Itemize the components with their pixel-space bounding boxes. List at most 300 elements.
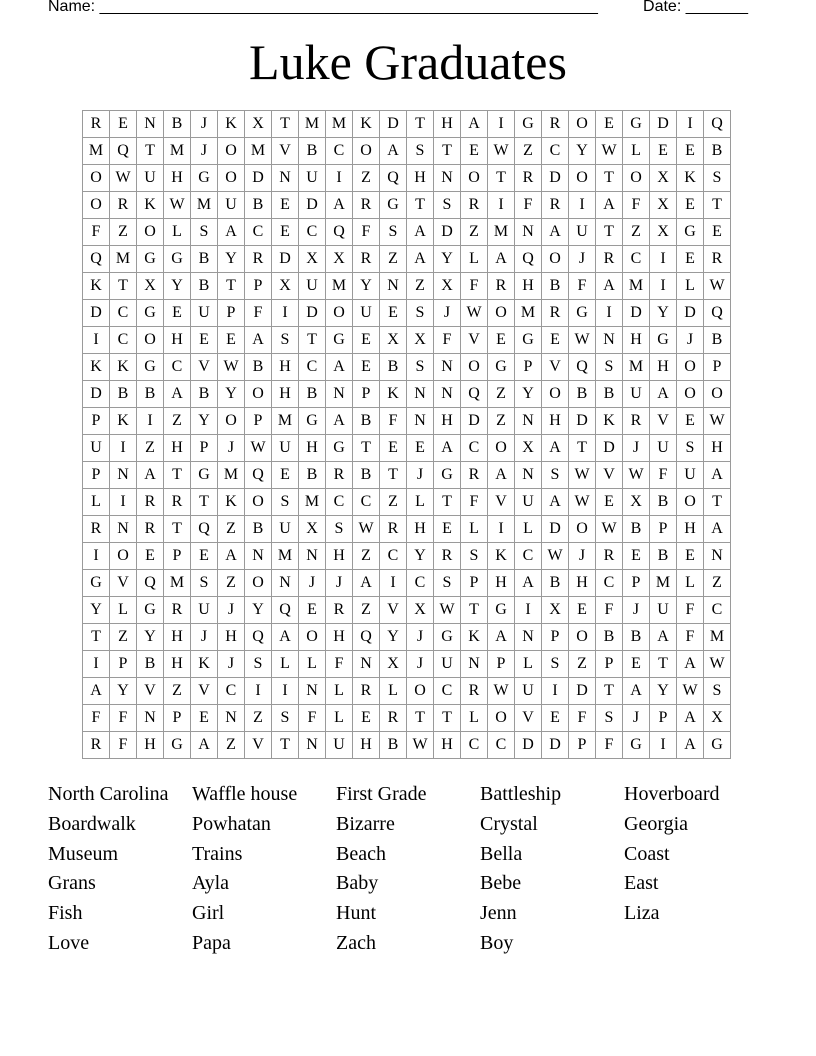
grid-cell[interactable]: Z: [704, 570, 731, 597]
grid-cell[interactable]: C: [218, 678, 245, 705]
grid-cell[interactable]: D: [245, 165, 272, 192]
grid-cell[interactable]: C: [326, 138, 353, 165]
grid-cell[interactable]: J: [218, 435, 245, 462]
grid-cell[interactable]: A: [191, 732, 218, 759]
grid-cell[interactable]: N: [434, 165, 461, 192]
grid-cell[interactable]: G: [650, 327, 677, 354]
grid-cell[interactable]: B: [299, 462, 326, 489]
grid-cell[interactable]: F: [461, 273, 488, 300]
grid-cell[interactable]: G: [569, 300, 596, 327]
grid-cell[interactable]: Y: [245, 597, 272, 624]
grid-cell[interactable]: S: [407, 300, 434, 327]
grid-cell[interactable]: U: [191, 597, 218, 624]
grid-cell[interactable]: Q: [353, 624, 380, 651]
grid-cell[interactable]: R: [434, 543, 461, 570]
grid-cell[interactable]: B: [596, 624, 623, 651]
grid-cell[interactable]: E: [650, 138, 677, 165]
grid-cell[interactable]: T: [218, 273, 245, 300]
grid-cell[interactable]: T: [164, 516, 191, 543]
grid-cell[interactable]: R: [353, 678, 380, 705]
grid-cell[interactable]: E: [542, 705, 569, 732]
grid-cell[interactable]: R: [137, 489, 164, 516]
grid-cell[interactable]: B: [596, 381, 623, 408]
grid-cell[interactable]: T: [596, 678, 623, 705]
grid-cell[interactable]: R: [83, 732, 110, 759]
grid-cell[interactable]: V: [488, 489, 515, 516]
grid-cell[interactable]: K: [353, 111, 380, 138]
grid-cell[interactable]: E: [191, 543, 218, 570]
grid-cell[interactable]: D: [461, 408, 488, 435]
grid-cell[interactable]: U: [623, 381, 650, 408]
grid-cell[interactable]: M: [488, 219, 515, 246]
grid-cell[interactable]: C: [542, 138, 569, 165]
grid-cell[interactable]: T: [704, 489, 731, 516]
grid-cell[interactable]: Z: [515, 138, 542, 165]
grid-cell[interactable]: U: [650, 435, 677, 462]
grid-cell[interactable]: J: [623, 435, 650, 462]
grid-cell[interactable]: B: [299, 138, 326, 165]
grid-cell[interactable]: E: [299, 597, 326, 624]
grid-cell[interactable]: O: [245, 570, 272, 597]
grid-cell[interactable]: U: [272, 516, 299, 543]
grid-cell[interactable]: P: [515, 354, 542, 381]
grid-cell[interactable]: G: [623, 111, 650, 138]
grid-cell[interactable]: M: [218, 462, 245, 489]
grid-cell[interactable]: N: [407, 381, 434, 408]
grid-cell[interactable]: B: [191, 246, 218, 273]
grid-cell[interactable]: O: [569, 516, 596, 543]
grid-cell[interactable]: L: [110, 597, 137, 624]
grid-cell[interactable]: L: [515, 516, 542, 543]
grid-cell[interactable]: B: [245, 516, 272, 543]
grid-cell[interactable]: B: [110, 381, 137, 408]
grid-cell[interactable]: W: [488, 138, 515, 165]
grid-cell[interactable]: M: [299, 489, 326, 516]
grid-cell[interactable]: D: [596, 435, 623, 462]
grid-cell[interactable]: E: [353, 705, 380, 732]
grid-cell[interactable]: V: [515, 705, 542, 732]
grid-cell[interactable]: S: [407, 138, 434, 165]
grid-cell[interactable]: I: [83, 543, 110, 570]
grid-cell[interactable]: A: [83, 678, 110, 705]
grid-cell[interactable]: N: [434, 354, 461, 381]
grid-cell[interactable]: O: [677, 489, 704, 516]
grid-cell[interactable]: F: [83, 705, 110, 732]
grid-cell[interactable]: O: [218, 165, 245, 192]
grid-cell[interactable]: E: [272, 219, 299, 246]
grid-cell[interactable]: K: [83, 273, 110, 300]
grid-cell[interactable]: Z: [380, 489, 407, 516]
grid-cell[interactable]: A: [650, 624, 677, 651]
grid-cell[interactable]: Y: [515, 381, 542, 408]
grid-cell[interactable]: H: [137, 732, 164, 759]
grid-cell[interactable]: N: [380, 273, 407, 300]
grid-cell[interactable]: L: [407, 489, 434, 516]
grid-cell[interactable]: U: [137, 165, 164, 192]
grid-cell[interactable]: E: [569, 597, 596, 624]
grid-cell[interactable]: Z: [488, 408, 515, 435]
grid-cell[interactable]: P: [488, 651, 515, 678]
grid-cell[interactable]: K: [218, 489, 245, 516]
grid-cell[interactable]: B: [245, 354, 272, 381]
grid-cell[interactable]: B: [191, 381, 218, 408]
grid-cell[interactable]: H: [326, 543, 353, 570]
grid-cell[interactable]: A: [137, 462, 164, 489]
grid-cell[interactable]: O: [218, 408, 245, 435]
grid-cell[interactable]: Z: [488, 381, 515, 408]
grid-cell[interactable]: F: [434, 327, 461, 354]
grid-cell[interactable]: R: [461, 462, 488, 489]
grid-cell[interactable]: Y: [407, 543, 434, 570]
grid-cell[interactable]: E: [380, 300, 407, 327]
grid-cell[interactable]: H: [542, 408, 569, 435]
grid-cell[interactable]: M: [326, 273, 353, 300]
grid-cell[interactable]: W: [164, 192, 191, 219]
grid-cell[interactable]: V: [245, 732, 272, 759]
grid-cell[interactable]: S: [704, 165, 731, 192]
grid-cell[interactable]: F: [110, 705, 137, 732]
grid-cell[interactable]: F: [677, 624, 704, 651]
grid-cell[interactable]: A: [704, 516, 731, 543]
grid-cell[interactable]: B: [650, 543, 677, 570]
grid-cell[interactable]: H: [272, 381, 299, 408]
grid-cell[interactable]: H: [434, 408, 461, 435]
grid-cell[interactable]: R: [326, 597, 353, 624]
grid-cell[interactable]: I: [110, 435, 137, 462]
grid-cell[interactable]: L: [326, 705, 353, 732]
grid-cell[interactable]: E: [272, 462, 299, 489]
grid-cell[interactable]: A: [326, 354, 353, 381]
grid-cell[interactable]: G: [623, 732, 650, 759]
grid-cell[interactable]: O: [569, 111, 596, 138]
grid-cell[interactable]: H: [623, 327, 650, 354]
grid-cell[interactable]: X: [299, 246, 326, 273]
grid-cell[interactable]: A: [542, 219, 569, 246]
grid-cell[interactable]: E: [623, 651, 650, 678]
grid-cell[interactable]: O: [542, 246, 569, 273]
grid-cell[interactable]: J: [407, 462, 434, 489]
grid-cell[interactable]: Z: [569, 651, 596, 678]
grid-cell[interactable]: S: [704, 678, 731, 705]
grid-cell[interactable]: O: [461, 165, 488, 192]
grid-cell[interactable]: W: [623, 462, 650, 489]
grid-cell[interactable]: I: [650, 246, 677, 273]
grid-cell[interactable]: O: [461, 354, 488, 381]
grid-cell[interactable]: C: [461, 435, 488, 462]
grid-cell[interactable]: R: [542, 111, 569, 138]
grid-cell[interactable]: W: [488, 678, 515, 705]
grid-cell[interactable]: D: [569, 678, 596, 705]
grid-cell[interactable]: S: [677, 435, 704, 462]
grid-cell[interactable]: P: [569, 732, 596, 759]
grid-cell[interactable]: W: [677, 678, 704, 705]
grid-cell[interactable]: T: [191, 489, 218, 516]
grid-cell[interactable]: L: [677, 570, 704, 597]
grid-cell[interactable]: R: [380, 516, 407, 543]
grid-cell[interactable]: N: [299, 732, 326, 759]
grid-cell[interactable]: O: [488, 705, 515, 732]
grid-cell[interactable]: V: [461, 327, 488, 354]
grid-cell[interactable]: X: [272, 273, 299, 300]
grid-cell[interactable]: X: [137, 273, 164, 300]
grid-cell[interactable]: N: [272, 570, 299, 597]
grid-cell[interactable]: E: [542, 327, 569, 354]
grid-cell[interactable]: G: [191, 462, 218, 489]
grid-cell[interactable]: M: [326, 111, 353, 138]
grid-cell[interactable]: T: [596, 219, 623, 246]
grid-cell[interactable]: E: [677, 543, 704, 570]
grid-cell[interactable]: N: [218, 705, 245, 732]
grid-cell[interactable]: B: [704, 327, 731, 354]
grid-cell[interactable]: G: [164, 246, 191, 273]
grid-cell[interactable]: J: [407, 651, 434, 678]
grid-cell[interactable]: X: [650, 192, 677, 219]
grid-cell[interactable]: N: [299, 543, 326, 570]
grid-cell[interactable]: K: [596, 408, 623, 435]
grid-cell[interactable]: D: [542, 732, 569, 759]
grid-cell[interactable]: A: [380, 138, 407, 165]
grid-cell[interactable]: A: [461, 111, 488, 138]
grid-cell[interactable]: H: [407, 165, 434, 192]
grid-cell[interactable]: B: [650, 489, 677, 516]
grid-cell[interactable]: K: [461, 624, 488, 651]
grid-cell[interactable]: E: [461, 138, 488, 165]
grid-cell[interactable]: K: [380, 381, 407, 408]
grid-cell[interactable]: T: [272, 111, 299, 138]
grid-cell[interactable]: Z: [218, 516, 245, 543]
grid-cell[interactable]: R: [245, 246, 272, 273]
grid-cell[interactable]: K: [110, 408, 137, 435]
grid-cell[interactable]: B: [353, 462, 380, 489]
grid-cell[interactable]: O: [623, 165, 650, 192]
grid-cell[interactable]: C: [407, 570, 434, 597]
grid-cell[interactable]: M: [110, 246, 137, 273]
grid-cell[interactable]: Q: [461, 381, 488, 408]
grid-cell[interactable]: Q: [272, 597, 299, 624]
grid-cell[interactable]: A: [488, 462, 515, 489]
grid-cell[interactable]: M: [83, 138, 110, 165]
grid-cell[interactable]: T: [434, 489, 461, 516]
grid-cell[interactable]: T: [434, 705, 461, 732]
grid-cell[interactable]: N: [137, 111, 164, 138]
grid-cell[interactable]: U: [353, 300, 380, 327]
grid-cell[interactable]: X: [407, 327, 434, 354]
grid-cell[interactable]: Z: [461, 219, 488, 246]
grid-cell[interactable]: T: [137, 138, 164, 165]
grid-cell[interactable]: A: [650, 381, 677, 408]
grid-cell[interactable]: P: [245, 408, 272, 435]
grid-cell[interactable]: P: [218, 300, 245, 327]
grid-cell[interactable]: A: [326, 408, 353, 435]
grid-cell[interactable]: H: [164, 435, 191, 462]
grid-cell[interactable]: L: [299, 651, 326, 678]
grid-cell[interactable]: J: [407, 624, 434, 651]
grid-cell[interactable]: O: [569, 165, 596, 192]
grid-cell[interactable]: D: [380, 111, 407, 138]
grid-cell[interactable]: W: [461, 300, 488, 327]
grid-cell[interactable]: I: [677, 111, 704, 138]
grid-cell[interactable]: J: [191, 111, 218, 138]
grid-cell[interactable]: Y: [110, 678, 137, 705]
grid-cell[interactable]: M: [272, 543, 299, 570]
grid-cell[interactable]: M: [704, 624, 731, 651]
grid-cell[interactable]: Y: [434, 246, 461, 273]
grid-cell[interactable]: Y: [218, 246, 245, 273]
grid-cell[interactable]: T: [650, 651, 677, 678]
grid-cell[interactable]: I: [650, 273, 677, 300]
grid-cell[interactable]: T: [299, 327, 326, 354]
grid-cell[interactable]: I: [380, 570, 407, 597]
grid-cell[interactable]: X: [407, 597, 434, 624]
grid-cell[interactable]: O: [218, 138, 245, 165]
grid-cell[interactable]: F: [326, 651, 353, 678]
grid-cell[interactable]: L: [677, 273, 704, 300]
grid-cell[interactable]: K: [218, 111, 245, 138]
grid-cell[interactable]: C: [110, 300, 137, 327]
grid-cell[interactable]: R: [353, 192, 380, 219]
grid-cell[interactable]: H: [704, 435, 731, 462]
grid-cell[interactable]: V: [191, 354, 218, 381]
grid-cell[interactable]: U: [677, 462, 704, 489]
grid-cell[interactable]: R: [110, 192, 137, 219]
grid-cell[interactable]: M: [164, 570, 191, 597]
grid-cell[interactable]: N: [515, 624, 542, 651]
grid-cell[interactable]: F: [299, 705, 326, 732]
grid-cell[interactable]: A: [596, 192, 623, 219]
grid-cell[interactable]: E: [596, 489, 623, 516]
grid-cell[interactable]: U: [515, 678, 542, 705]
grid-cell[interactable]: B: [380, 354, 407, 381]
grid-cell[interactable]: Z: [353, 165, 380, 192]
grid-cell[interactable]: W: [569, 327, 596, 354]
grid-cell[interactable]: S: [434, 570, 461, 597]
grid-cell[interactable]: T: [407, 111, 434, 138]
grid-cell[interactable]: X: [650, 219, 677, 246]
grid-cell[interactable]: B: [380, 732, 407, 759]
grid-cell[interactable]: O: [488, 300, 515, 327]
grid-cell[interactable]: B: [623, 516, 650, 543]
grid-cell[interactable]: P: [704, 354, 731, 381]
grid-cell[interactable]: Z: [110, 624, 137, 651]
grid-cell[interactable]: V: [596, 462, 623, 489]
grid-cell[interactable]: G: [677, 219, 704, 246]
grid-cell[interactable]: J: [569, 246, 596, 273]
grid-cell[interactable]: N: [245, 543, 272, 570]
grid-cell[interactable]: X: [380, 651, 407, 678]
grid-cell[interactable]: X: [623, 489, 650, 516]
grid-cell[interactable]: H: [677, 516, 704, 543]
grid-cell[interactable]: W: [596, 138, 623, 165]
grid-cell[interactable]: I: [488, 111, 515, 138]
grid-cell[interactable]: O: [299, 624, 326, 651]
grid-cell[interactable]: P: [461, 570, 488, 597]
grid-cell[interactable]: T: [407, 192, 434, 219]
grid-cell[interactable]: G: [137, 354, 164, 381]
grid-cell[interactable]: Z: [353, 543, 380, 570]
grid-cell[interactable]: E: [704, 219, 731, 246]
grid-cell[interactable]: N: [515, 219, 542, 246]
grid-cell[interactable]: B: [569, 381, 596, 408]
grid-cell[interactable]: W: [218, 354, 245, 381]
grid-cell[interactable]: B: [704, 138, 731, 165]
grid-cell[interactable]: Q: [245, 462, 272, 489]
grid-cell[interactable]: X: [326, 246, 353, 273]
grid-cell[interactable]: O: [245, 381, 272, 408]
grid-cell[interactable]: S: [542, 651, 569, 678]
grid-cell[interactable]: Y: [137, 624, 164, 651]
grid-cell[interactable]: T: [461, 597, 488, 624]
grid-cell[interactable]: A: [488, 246, 515, 273]
grid-cell[interactable]: L: [272, 651, 299, 678]
grid-cell[interactable]: N: [407, 408, 434, 435]
grid-cell[interactable]: R: [623, 408, 650, 435]
grid-cell[interactable]: B: [542, 570, 569, 597]
grid-cell[interactable]: R: [137, 516, 164, 543]
grid-cell[interactable]: I: [596, 300, 623, 327]
grid-cell[interactable]: A: [326, 192, 353, 219]
grid-cell[interactable]: E: [191, 327, 218, 354]
grid-cell[interactable]: Z: [245, 705, 272, 732]
grid-cell[interactable]: F: [515, 192, 542, 219]
grid-cell[interactable]: S: [434, 192, 461, 219]
grid-cell[interactable]: H: [434, 732, 461, 759]
grid-cell[interactable]: F: [569, 273, 596, 300]
grid-cell[interactable]: G: [83, 570, 110, 597]
grid-cell[interactable]: Z: [623, 219, 650, 246]
grid-cell[interactable]: U: [326, 732, 353, 759]
grid-cell[interactable]: J: [434, 300, 461, 327]
grid-cell[interactable]: Z: [218, 570, 245, 597]
grid-cell[interactable]: E: [353, 327, 380, 354]
grid-cell[interactable]: E: [677, 138, 704, 165]
grid-cell[interactable]: V: [137, 678, 164, 705]
grid-cell[interactable]: X: [542, 597, 569, 624]
grid-cell[interactable]: D: [299, 300, 326, 327]
grid-cell[interactable]: Q: [326, 219, 353, 246]
grid-cell[interactable]: Z: [110, 219, 137, 246]
grid-cell[interactable]: H: [515, 273, 542, 300]
grid-cell[interactable]: B: [542, 273, 569, 300]
grid-cell[interactable]: O: [353, 138, 380, 165]
grid-cell[interactable]: X: [380, 327, 407, 354]
grid-cell[interactable]: X: [245, 111, 272, 138]
grid-cell[interactable]: O: [326, 300, 353, 327]
grid-cell[interactable]: P: [83, 408, 110, 435]
grid-cell[interactable]: T: [488, 165, 515, 192]
grid-cell[interactable]: P: [542, 624, 569, 651]
grid-cell[interactable]: G: [164, 732, 191, 759]
grid-cell[interactable]: A: [677, 705, 704, 732]
grid-cell[interactable]: E: [380, 435, 407, 462]
grid-cell[interactable]: J: [623, 597, 650, 624]
grid-cell[interactable]: K: [191, 651, 218, 678]
grid-cell[interactable]: H: [353, 732, 380, 759]
grid-cell[interactable]: G: [515, 327, 542, 354]
grid-cell[interactable]: A: [164, 381, 191, 408]
grid-cell[interactable]: D: [83, 381, 110, 408]
grid-cell[interactable]: F: [353, 219, 380, 246]
grid-cell[interactable]: C: [434, 678, 461, 705]
grid-cell[interactable]: I: [569, 192, 596, 219]
grid-cell[interactable]: N: [353, 651, 380, 678]
grid-cell[interactable]: Z: [164, 408, 191, 435]
grid-cell[interactable]: F: [569, 705, 596, 732]
grid-cell[interactable]: Q: [704, 111, 731, 138]
grid-cell[interactable]: I: [326, 165, 353, 192]
grid-cell[interactable]: F: [623, 192, 650, 219]
grid-cell[interactable]: R: [461, 192, 488, 219]
grid-cell[interactable]: W: [407, 732, 434, 759]
